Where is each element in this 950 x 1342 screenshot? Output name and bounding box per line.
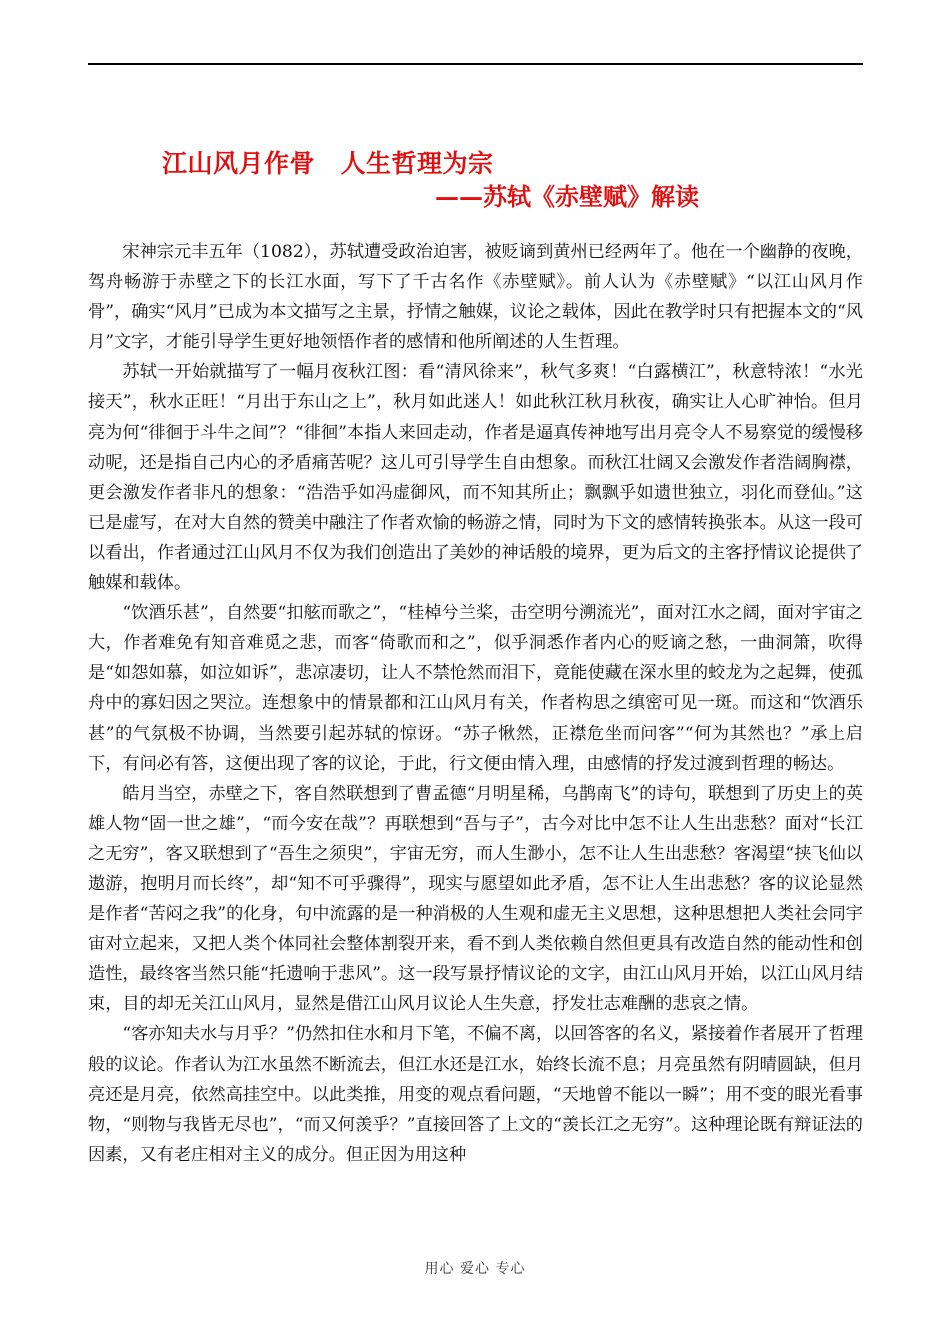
paragraph-5: “客亦知夫水与月乎？”仍然扣住水和月下笔，不偏不离，以回答客的名义，紧接着作者展开了哲理般的议论。作者认为江水虽然不断流去，但江水还是江水，始终长流不息；月亮虽然有阴晴圆缺，但月亮还是月亮，依然高挂空中。以此类推，用变的观点看问题，“天地曾不能以一瞬”；用不变的眼光看事物，“则物与我皆无尽也”，“而又何羡乎？”直接回答了上文的“羡长江之无穷”。这种理论既有辩证法的因素，又有老庄相对主义的成分。但正因为用这种 (88, 1024, 863, 1165)
paragraph-4: 皓月当空，赤壁之下，客自然联想到了曹孟德“月明星稀，乌鹊南飞”的诗句，联想到了历史上的英雄人物“固一世之雄”，“而今安在哉”？再联想到“吾与子”，古今对比中怎不让人生出悲愁？面对“长江之无穷”，客又联想到了“吾生之须臾”，宇宙无穷，而人生渺小，怎不让人生出悲愁？客渴望“挟飞仙以遨游，抱明月而长终”，却“知不可乎骤得”，现实与愿望如此矛盾，怎不让人生出悲愁？客的议论显然是作者“苦闷之我”的化身，句中流露的是一种消极的人生观和虚无主义思想，这种思想把人类社会同宇宙对立起来，又把人类个体同社会整体割裂开来，看不到人类依赖自然但更具有改造自然的能动性和创造性，最终客当然只能“托遗响于悲风”。这一段写景抒情议论的文字，由江山风月开始，以江山风月结束，目的却无关江山风月，显然是借江山风月议论人生失意，抒发壮志难酬的悲哀之情。 (88, 783, 863, 1015)
header-rule (88, 63, 863, 65)
article-body (88, 237, 863, 1170)
page-footer: 用心 爱心 专心 (424, 1261, 526, 1277)
paragraph-1: 宋神宗元丰五年（1082），苏轼遭受政治迫害，被贬谪到黄州已经两年了。他在一个幽静的夜晚，驾舟畅游于赤壁之下的长江水面，写下了千古名作《赤壁赋》。前人认为《赤壁赋》“以江山风月作骨”，确实“风月”已成为本文描写之主景，抒情之触媒，议论之载体，因此在教学时只有把握本文的“风月”文字，才能引导学生更好地领悟作者的感情和他所阐述的人生哲理。 (88, 242, 863, 353)
article-title: 江山风月作骨 人生哲理为宗 (162, 149, 494, 178)
paragraph-2: 苏轼一开始就描写了一幅月夜秋江图：看“清风徐来”，秋气多爽！“白露横江”，秋意特浓！“水光接天”，秋水正旺！“月出于东山之上”，秋月如此迷人！如此秋江秋月秋夜，确实让人心旷神怡。但月亮为何“徘徊于斗牛之间”？“徘徊”本指人来回走动，作者是逼真传神地写出月亮令人不易察觉的缓慢移动呢，还是指自己内心的矛盾痛苦呢？这儿可引导学生自由想象。而秋江壮阔又会激发作者浩阔胸襟，更会激发作者非凡的想象：“浩浩乎如冯虚御风，而不知其所止；飘飘乎如遗世独立，羽化而登仙。”这已是虚写，在对大自然的赞美中融注了作者欢愉的畅游之情，同时为下文的感情转换张本。从这一段可以看出，作者通过江山风月不仅为我们创造出了美妙的神话般的境界，更为后文的主客抒情议论提供了触媒和载体。 (88, 362, 863, 594)
paragraph-3: “饮酒乐甚”，自然要“扣舷而歌之”，“桂棹兮兰桨，击空明兮溯流光”，面对江水之阔，面对宇宙之大，作者难免有知音难觅之悲，而客“倚歌而和之”，似乎洞悉作者内心的贬谪之愁，一曲洞箫，吹得是“如怨如慕，如泣如诉”，悲凉凄切，让人不禁怆然而泪下，竟能使藏在深水里的蛟龙为之起舞，使孤舟中的寡妇因之哭泣。连想象中的情景都和江山风月有关，作者构思之缜密可见一斑。而这和“饮酒乐甚”的气氛极不协调，当然要引起苏轼的惊讶。“苏子愀然，正襟危坐而问客”“何为其然也？”承上启下，有问必有答，这便出现了客的议论，于此，行文便由情入理，由感情的抒发过渡到哲理的畅达。 (88, 603, 863, 774)
article-subtitle: ——苏轼《赤壁赋》解读 (435, 182, 699, 211)
